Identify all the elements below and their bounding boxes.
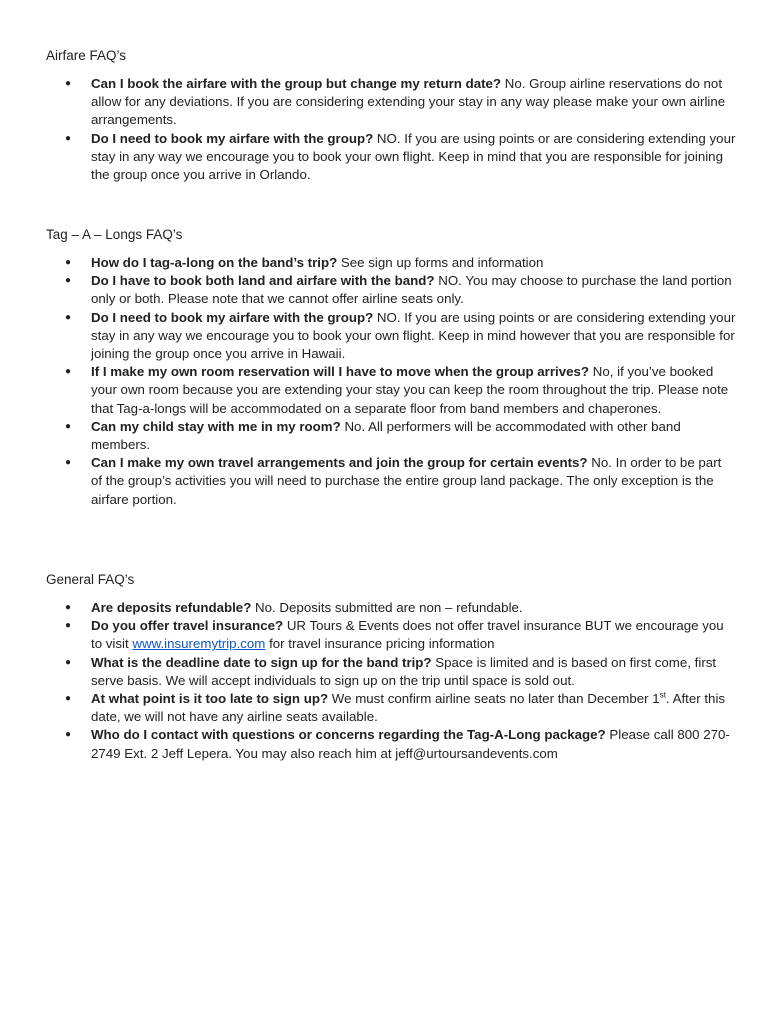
faq-question: Who do I contact with questions or concerns regarding the Tag-A-Long package? bbox=[91, 727, 606, 743]
section-heading-airfare: Airfare FAQ’s bbox=[46, 48, 127, 63]
general-faq-list bbox=[46, 599, 736, 763]
insuremytrip-link[interactable]: www.insuremytrip.com bbox=[132, 636, 266, 652]
faq-answer: No. In order to be part of the group’s activities you will need to purchase the entire group land package. The only exception is the airfare portion. bbox=[91, 455, 722, 507]
faq-answer: UR Tours & Events does not offer travel insurance BUT we encourage you to visit bbox=[91, 618, 724, 652]
faq-question: Do I have to book both land and airfare with the band? bbox=[91, 273, 435, 289]
faq-question: Can I book the airfare with the group but change my return date? bbox=[91, 76, 502, 91]
faq-item bbox=[46, 75, 736, 130]
faq-answer: NO. If you are using points or are considering extending your stay in any way we encourage you to book your own flight. Keep in mind that you are responsible for joining the group once you arrive in Orlando. bbox=[91, 130, 736, 183]
faq-item bbox=[46, 726, 736, 762]
faq-answer: See sign up forms and information bbox=[337, 255, 544, 270]
faq-item bbox=[46, 599, 736, 617]
faq-item bbox=[46, 617, 736, 653]
faq-item bbox=[46, 130, 736, 185]
faq-question: Can my child stay with me in my room? bbox=[91, 418, 341, 434]
faq-answer: No. Group airline reservations do not allow for any deviations. If you are considering extending your stay in any way please make your own airline arrangements. bbox=[91, 76, 726, 128]
faq-question: How do I tag-a-long on the band’s trip? bbox=[91, 255, 338, 270]
ordinal-suffix: st bbox=[659, 690, 666, 700]
faq-question: Do you offer travel insurance? bbox=[91, 618, 284, 634]
faq-item bbox=[46, 454, 736, 509]
general-section bbox=[46, 571, 736, 763]
faq-item bbox=[46, 690, 736, 726]
faq-answer: Space is limited and is based on first come, first serve basis. We will accept individuals to sign up on the trip until space is sold out. bbox=[91, 654, 717, 688]
faq-question: Can I make my own travel arrangements and join the group for certain events? bbox=[91, 455, 588, 471]
faq-answer: NO. You may choose to purchase the land portion only or both. Please note that we cannot offer airline seats only. bbox=[91, 273, 732, 307]
faq-item bbox=[46, 654, 736, 690]
faq-question: If I make my own room reservation will I have to move when the group arrives? bbox=[91, 364, 590, 380]
faq-answer: No, if you’ve booked your own room because you are extending your stay you can keep the room throughout the trip. Please note that Tag-a-longs will be accommodated on a separate floor from band members and chaperones. bbox=[91, 364, 729, 416]
faq-answer: No. All performers will be accommodated with other band members. bbox=[91, 418, 681, 453]
faq-answer-continued: for travel insurance pricing information bbox=[265, 636, 495, 652]
faq-question: At what point is it too late to sign up? bbox=[91, 691, 329, 707]
faq-question: What is the deadline date to sign up for the band trip? bbox=[91, 654, 432, 670]
faq-item bbox=[46, 309, 736, 364]
faq-answer: No. Deposits submitted are non – refundable. bbox=[251, 600, 523, 615]
faq-item bbox=[46, 363, 736, 418]
section-heading-general: General FAQ’s bbox=[46, 572, 135, 587]
airfare-faq-list bbox=[46, 75, 736, 184]
faq-answer: NO. If you are using points or are considering extending your stay in any way we encourage you to book your own flight. Keep in mind however that you are responsible for joining the group once you arrive in Hawaii. bbox=[91, 309, 736, 362]
faq-question: Do I need to book my airfare with the group? bbox=[91, 309, 374, 325]
faq-question: Do I need to book my airfare with the group? bbox=[91, 130, 374, 146]
tagalong-section bbox=[46, 226, 736, 509]
faq-item bbox=[46, 254, 736, 272]
section-heading-tagalong: Tag – A – Longs FAQ’s bbox=[46, 227, 183, 242]
faq-question: Are deposits refundable? bbox=[91, 600, 252, 615]
airfare-section bbox=[46, 47, 736, 184]
tagalong-faq-list bbox=[46, 254, 736, 509]
faq-item bbox=[46, 272, 736, 308]
faq-item bbox=[46, 418, 736, 454]
faq-answer: Please call 800 270-2749 Ext. 2 Jeff Lepera. You may also reach him at jeff@urtoursandevents.com bbox=[91, 727, 730, 761]
faq-answer-continued: . After this date, we will not have any airline seats available. bbox=[91, 691, 726, 725]
faq-answer: We must confirm airline seats no later than December 1 bbox=[328, 691, 660, 707]
